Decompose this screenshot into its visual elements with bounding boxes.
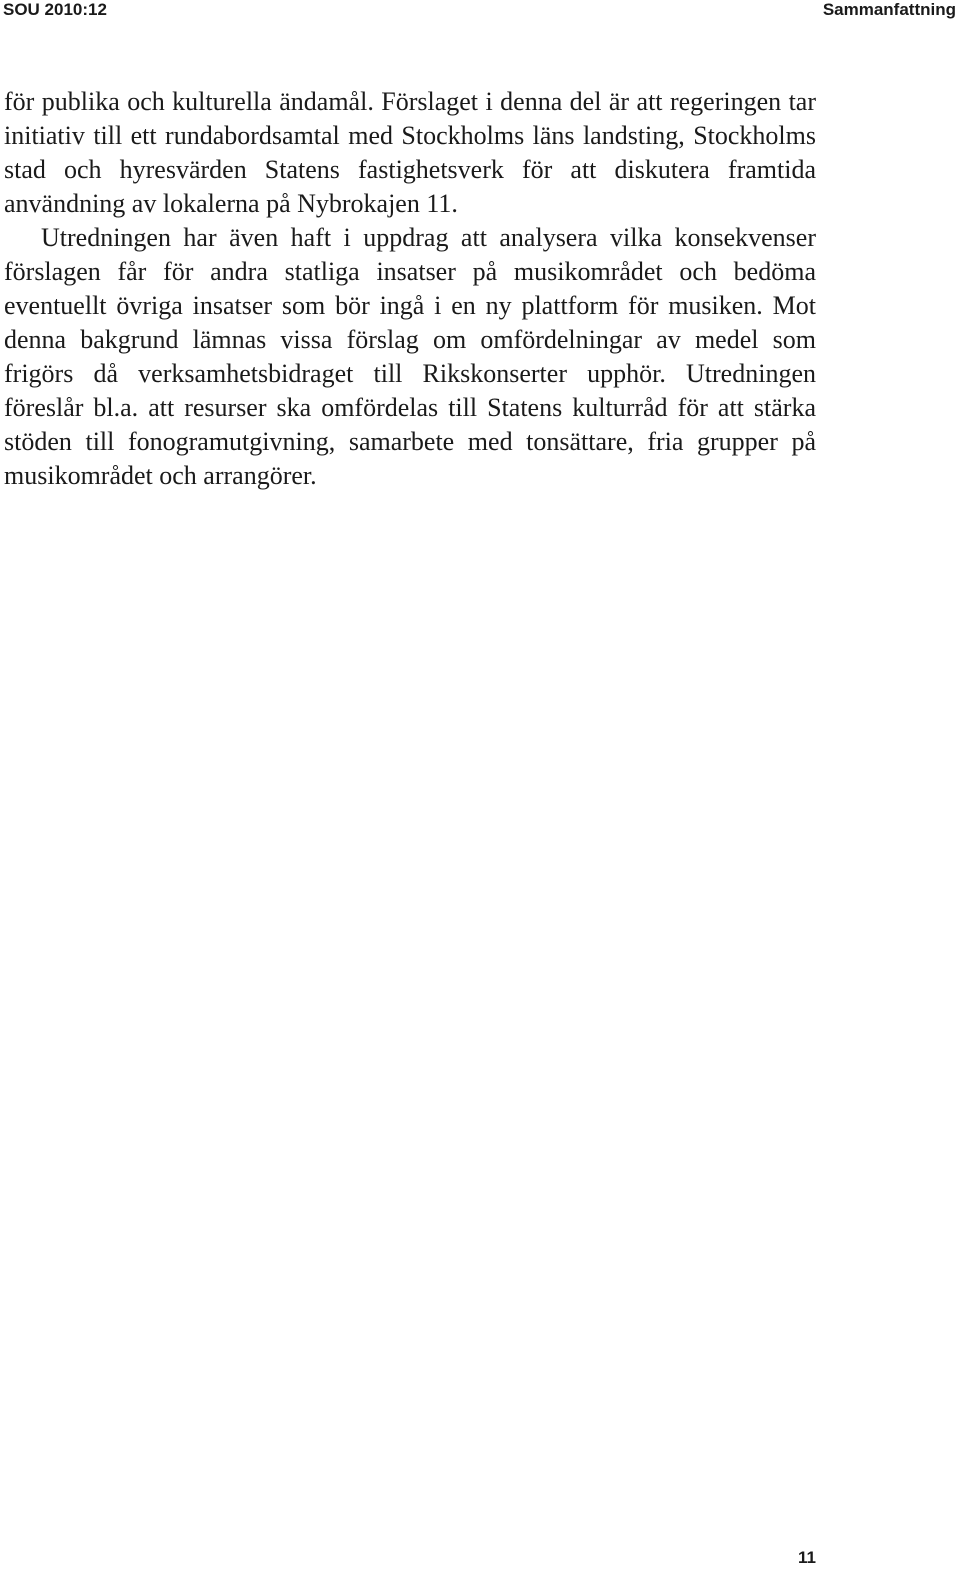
- paragraph-1: för publika och kulturella ändamål. Förslaget i denna del är att regeringen tar initiativ till ett rundabordsamtal med Stockholms läns landsting, Stockholms stad och hyresvärden Statens fastighetsverk för att diskutera framtida användning av lokalerna på Nybrokajen 11.: [4, 87, 816, 218]
- paragraph-2: Utredningen har även haft i uppdrag att analysera vilka konsekvenser förslagen får för andra statliga insatser på musikområdet och bedöma eventuellt övriga insatser som bör ingå i en ny plattform för musiken. Mot denna bakgrund lämnas vissa förslag om omfördelningar av medel som frigörs då verksamhetsbidraget till Rikskonserter upphör. Utredningen föreslår bl.a. att resurser ska omfördelas till Statens kulturråd för att stärka stöden till fonogramutgivning, samarbete med tonsättare, fria grupper på musikområdet och arrangörer.: [4, 223, 816, 490]
- section-title: Sammanfattning: [822, 0, 956, 19]
- page-number: 11: [798, 1548, 816, 1567]
- body-text: [4, 85, 816, 493]
- running-header: [0, 0, 960, 24]
- document-series-number: SOU 2010:12: [3, 0, 107, 19]
